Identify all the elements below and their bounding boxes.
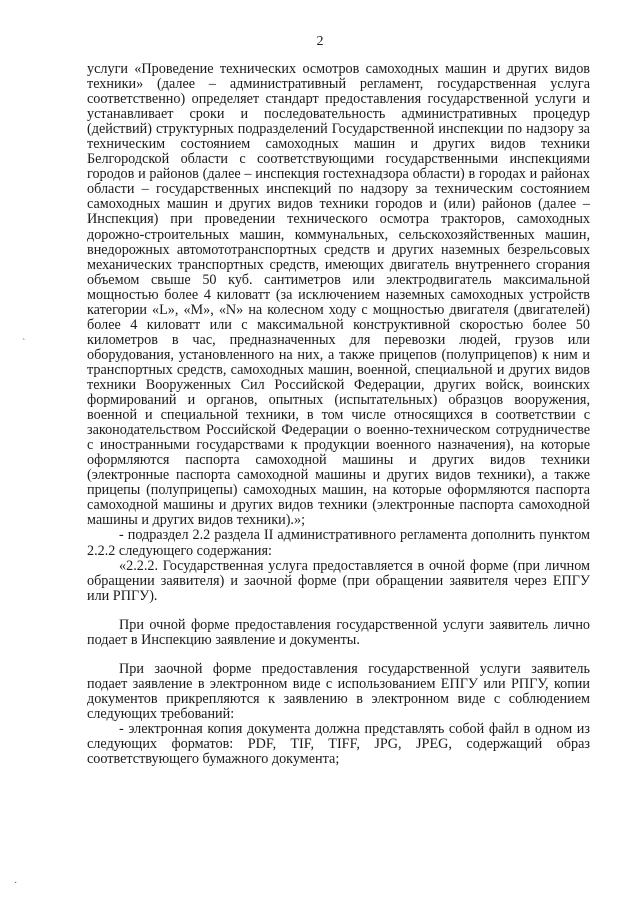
paragraph-remote-form: При заочной форме предоставления государственной услуги заявитель подает заявление в электронном виде с использованием ЕПГУ или РПГУ, копии документов прикрепляются к заявлению в электронном виде с соблюдением следующих требований: bbox=[87, 660, 590, 722]
document-body bbox=[87, 62, 590, 767]
paragraph-service-regulation-scope: услуги «Проведение технических осмотров самоходных машин и других видов техники» (далее – административный регламент, государственная услуга соответственно) определяет стандарт предоставления государственной услуги и устанавливает сроки и последовательность административных процедур (действий) структурных подразделений Государственной инспекции по надзору за техническим состоянием самоходных машин и других видов техники Белгородской области с соответствующими государственными инспекциями городов и районов (далее – инспекция гостехнадзора области) в городах и районах области – государственных инспекций по надзору за техническим состоянием самоходных машин и других видов техники городов и (или) районов (далее – Инспекция) при проведении технического осмотра тракторов, самоходных дорожно-строительных машин, коммунальных, сельскохозяйственных машин, внедорожных автомототранспортных средств и других наземных безрельсовых механических транспортных средств, имеющих двигатель внутреннего сгорания объемом свыше 50 куб. сантиметров или электродвигатель максимальной мощностью более 4 киловатт (за исключением наземных самоходных устройств категории «L», «M», «N» на колесном ходу с мощностью двигателя (двигателей) более 4 киловатт или с максимальной конструктивной скоростью более 50 километров в час, предназначенных для перевозки людей, грузов или оборудования, установленного на них, а также прицепов (полуприцепов) к ним и транспортных средств, самоходных машин, военной, специальной и других видов техники Вооруженных Сил Российской Федерации, других войск, воинских формирований и органов, опытных (испытательных) образцов вооружения, военной и специальной техники, в том числе относящихся в соответствии с законодательством Российской Федерации о военно-техническом сотрудничестве с иностранными государствами к продукции военного назначения), на которые оформляются паспорта самоходной машины и других видов техники (электронные паспорта самоходной машины и других видов техники), а также прицепы (полуприцепы) самоходных машин, на которые оформляются паспорта самоходной машины и других видов техники (электронные паспорта самоходной машины и других видов техники).»; bbox=[87, 61, 590, 529]
scan-speck: ˋ bbox=[22, 338, 26, 349]
paragraph-subsection-amendment: - подраздел 2.2 раздела II административного регламента дополнить пунктом 2.2.2 следующего содержания: bbox=[87, 527, 590, 559]
paragraph-in-person-form: При очной форме предоставления государственной услуги заявитель лично подает в Инспекцию заявление и документы. bbox=[87, 616, 590, 648]
scan-speck: · bbox=[14, 878, 18, 889]
paragraph-clause-2-2-2: «2.2.2. Государственная услуга предоставляется в очной форме (при личном обращении заявителя) и заочной форме (при обращении заявителя через ЕПГУ или РПГУ). bbox=[87, 557, 590, 604]
page-number: 2 bbox=[316, 34, 324, 49]
paragraph-file-format-requirement: - электронная копия документа должна представлять собой файл в одном из следующих форматов: PDF, TIF, TIFF, JPG, JPEG, содержащий образ соответствующего бумажного документа; bbox=[87, 720, 590, 768]
